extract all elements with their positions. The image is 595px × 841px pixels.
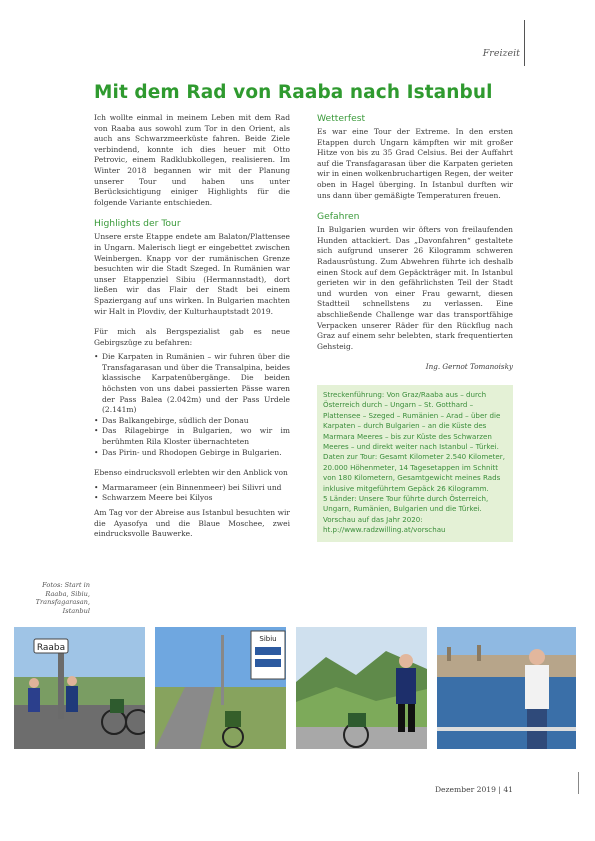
header-rule [524, 20, 525, 66]
article-title: Mit dem Rad von Raaba nach Istanbul [94, 82, 493, 103]
intro-paragraph: Ich wollte einmal in meinem Leben mit dem Rad von Raaba aus sowohl zum Tor in den Orient, als auch ans Schwarzmeerküste fahren. Beide Ziele verbindend, konnte ich dies heuer mit Otto Petrovic, einem Radklubkollegen, realisieren. Im Winter 2018 begannen wir mit der Planung unserer Tour und haben uns unter Berücksichtigung einiger Highlights für die folgende Variante entschieden. [94, 113, 290, 207]
closing-paragraph: Am Tag vor der Abreise aus Istanbul besuchten wir die Ayasofya und die Blaue Moschee, zwei eindrucksvolle Bauwerke. [94, 508, 290, 539]
photo-strip [14, 627, 576, 749]
sibiu-sign-text: Sibiu [259, 635, 277, 643]
photo-start-raaba [14, 627, 145, 749]
footer-rule [578, 772, 579, 794]
photo-istanbul [437, 627, 576, 749]
highlights-heading: Highlights der Tour [94, 218, 181, 230]
list-item: • Das Pirin- und Rhodopen Gebirge in Bulgarien. [94, 448, 290, 459]
raaba-sign-text: Raaba [36, 643, 66, 653]
list-item: • Die Karpaten in Rumänien – wir fuhren über die Transfagarasan und über die Transalpina, beides klassische Karpatenübergänge. Die beiden höchsten von uns dabei passierten Pässe waren der Pass Balea (2.042m) und der Pass Urdele (2.141m) [94, 352, 290, 416]
tour-info-box [317, 385, 513, 542]
left-column [94, 113, 290, 550]
author-signature: Ing. Gernot Tomanoisky [425, 362, 513, 372]
highlights-paragraph: Unsere erste Etappe endete am Balaton/Plattensee in Ungarn. Malerisch liegt er eingebettet zwischen Weinbergen. Knapp vor der rumänischen Grenze besuchten wir die Stadt Szeged. In Rumänien war unser Etappenziel Sibiu (Hermannstadt), dort ließen wir das Flair der Stadt bei einem Spaziergang auf uns wirken. In Bulgarien machten wir Halt in Plovdiv, der Kulturhauptstadt 2019. [94, 232, 290, 316]
list-item: • Das Rilagebirge in Bulgarien, wo wir im berühmten Rila Kloster übernachteten [94, 426, 290, 447]
right-column [317, 113, 513, 542]
tour-data-info: Daten zur Tour: Gesamt Kilometer 2.540 Kilometer, 20.000 Höhenmeter, 14 Tagesetappen im Schnitt von 180 Kilometern, Gesamtgewicht meines Rads inklusive mitgeführtem Gepäck 26 Kilogramm. [323, 452, 505, 493]
section-label: Freizeit [482, 48, 520, 59]
weather-paragraph: Es war eine Tour der Extreme. In den ersten Etappen durch Ungarn kämpften wir mit großer Hitze von bis zu 35 Grad Celsius. Bei der Auffahrt auf die Transfagarasan über die Karpaten gerieten wir in einen wolkenbruchartigen Regen, der weiter oben in Hagel überging. In Istanbul durften wir uns dann über gemäßigte Temperaturen freuen. [317, 127, 513, 200]
list-item: • Schwarzem Meere bei Kilyos [94, 493, 290, 504]
list-item: • Marmarameer (ein Binnenmeer) bei Silivri und [94, 483, 290, 494]
views-list [94, 483, 290, 504]
weather-heading: Wetterfest [317, 113, 366, 124]
dangers-paragraph: In Bulgarien wurden wir öfters von freilaufenden Hunden attackiert. Das „Davonfahren“ gestaltete sich aufgrund unserer 26 Kilogramm schweren Radausrüstung. Zum Abwehren führte ich deshalb einen Stock auf dem Gepäckträger mit. In Istanbul gerieten wir in den gefährlichsten Teil der Stadt und wurden von einer Frau gewarnt, diesen Stadtteil schnellstens zu verlassen. Eine abschließende Challenge war das transportfähige Verpacken unserer Räder für den Rückflug nach Graz auf einem sehr belebten, stark frequentierten Gehsteig. [317, 225, 513, 351]
photo-caption: Fotos: Start in Raaba, Sibiu, Transfagarasan, Istanbul [35, 581, 90, 615]
mountains-intro: Für mich als Bergspezialist gab es neue Gebirgszüge zu befahren: [94, 327, 290, 347]
photo-sibiu [155, 627, 286, 749]
countries-info: 5 Länder: Unsere Tour führte durch Österreich, Ungarn, Rumänien, Bulgarien und die Türkei. [323, 493, 489, 514]
views-intro: Ebenso eindrucksvoll erlebten wir den Anblick von [94, 468, 288, 478]
preview-link[interactable]: ht.p://www.radzwilling.at/vorschau [323, 525, 446, 535]
mountains-list [94, 352, 290, 458]
photo-transfagarasan [296, 627, 427, 749]
list-item: • Das Balkangebirge, südlich der Donau [94, 416, 290, 427]
route-info: Streckenführung: Von Graz/Raaba aus – durch Österreich durch – Ungarn – St. Gotthard – Plattensee – Szeged – Rumänien – Arad – über die Karpaten – durch Bulgarien – an die Küste des Marmara Meeres – bis zur Küste des Schwarzen Meeres – und direkt weiter nach Istanbul – Türkei. [323, 389, 501, 451]
page-footer: Dezember 2019 | 41 [434, 785, 513, 794]
dangers-heading: Gefahren [317, 211, 360, 223]
preview-info: Vorschau auf das Jahr 2020: [323, 514, 423, 524]
